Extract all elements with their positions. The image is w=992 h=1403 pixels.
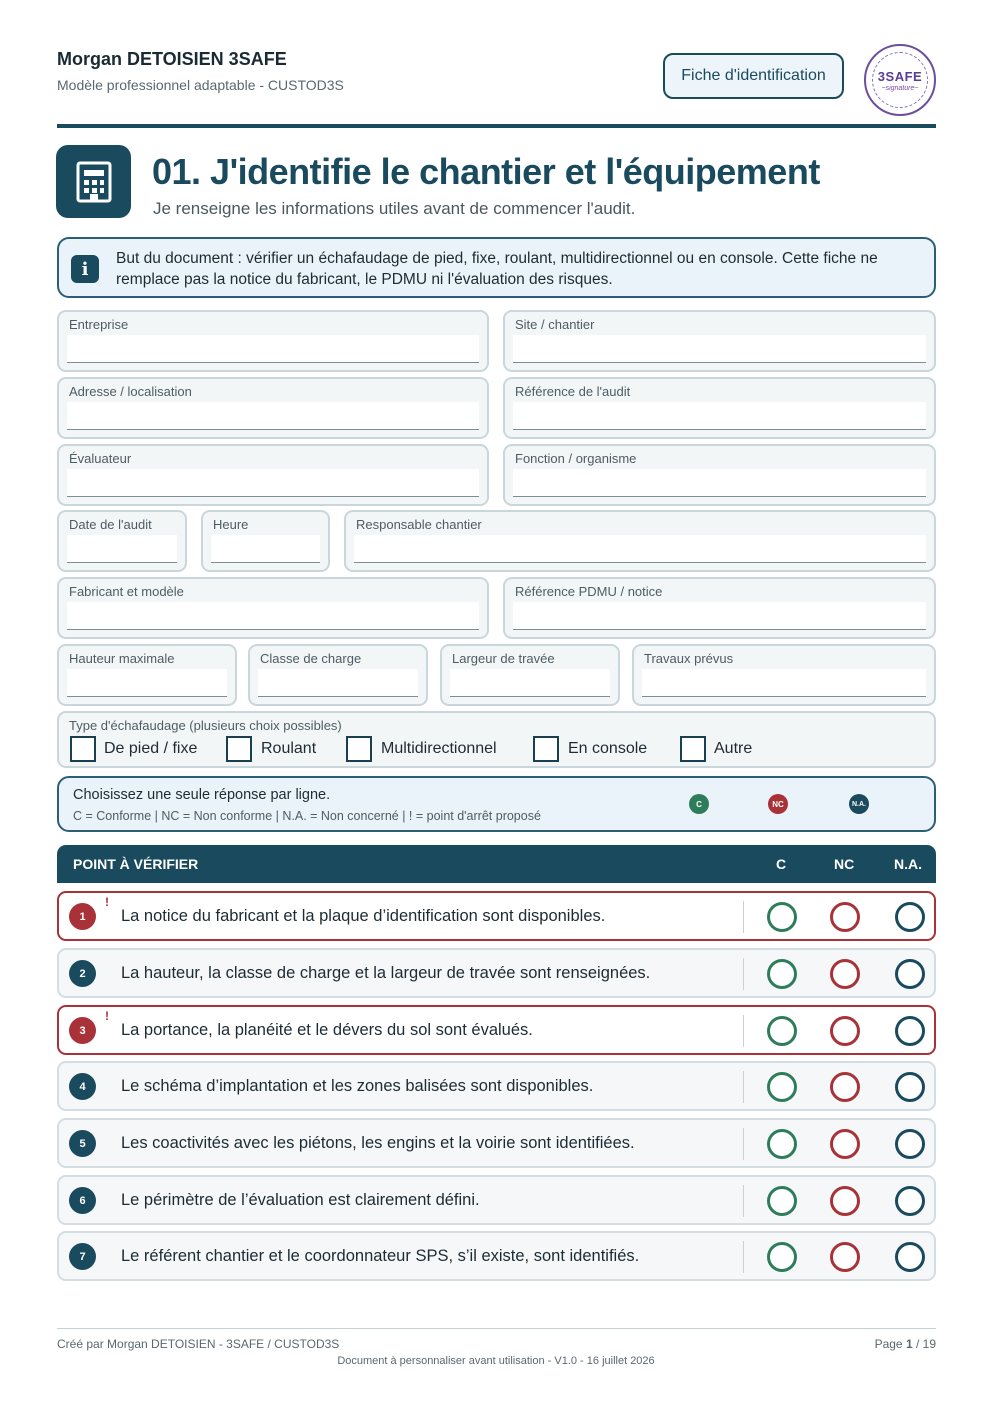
- radio-na[interactable]: [895, 1129, 925, 1159]
- type-checkbox-roulant[interactable]: [226, 736, 252, 762]
- header-divider: [57, 124, 936, 128]
- col-nc: NC: [834, 856, 855, 872]
- table-row: [57, 1005, 936, 1055]
- radio-c[interactable]: [767, 1242, 797, 1272]
- scaffold-type-group: [57, 711, 936, 768]
- field-label: Heure: [213, 517, 249, 532]
- fonction-input[interactable]: [513, 469, 926, 497]
- field-ref-audit: [503, 377, 936, 439]
- radio-na[interactable]: [895, 1186, 925, 1216]
- legend-dot-nc: NC: [768, 794, 788, 814]
- responsable-input[interactable]: [354, 535, 926, 563]
- table-row: [57, 948, 936, 998]
- field-label: Site / chantier: [515, 317, 595, 332]
- seal-text: 3SAFE: [877, 68, 923, 84]
- page-prefix: Page: [874, 1337, 906, 1351]
- radio-c[interactable]: [767, 1016, 797, 1046]
- field-hauteur: [57, 644, 237, 706]
- table-row: [57, 891, 936, 941]
- field-largeur: [440, 644, 620, 706]
- stop-point-marker: !: [105, 895, 109, 909]
- travaux-input[interactable]: [642, 669, 926, 697]
- field-label: Référence de l'audit: [515, 384, 631, 399]
- table-row: [57, 1175, 936, 1225]
- table-row: [57, 1118, 936, 1168]
- type-checkbox-de-pied[interactable]: [70, 736, 96, 762]
- site-input[interactable]: [513, 335, 926, 363]
- field-date: [57, 510, 187, 572]
- row-number: 7: [69, 1243, 96, 1270]
- model-subtitle: Modèle professionnel adaptable - CUSTOD3S: [57, 77, 344, 93]
- legend-detail: C = Conforme | NC = Non conforme | N.A. = Non concerné | ! = point d'arrêt proposé: [73, 809, 541, 823]
- row-number: 2: [69, 960, 96, 987]
- classe-input[interactable]: [258, 669, 418, 697]
- field-adresse: [57, 377, 489, 439]
- row-number: 6: [69, 1187, 96, 1214]
- identification-badge: Fiche d'identification: [663, 53, 844, 99]
- info-text: But du document : vérifier un échafaudage de pied, fixe, roulant, multidirectionnel ou en console. Cette fiche ne remplace pas la notice du fabricant, le PDMU ni l'évaluation des risques.: [116, 250, 878, 288]
- radio-nc[interactable]: [830, 1016, 860, 1046]
- type-option-label: En console: [568, 740, 648, 757]
- seal-signature: ~signature~: [881, 84, 919, 92]
- info-box: [57, 237, 936, 298]
- row-text: La notice du fabricant et la plaque d’identification sont disponibles.: [121, 907, 606, 925]
- col-na: N.A.: [894, 856, 922, 872]
- field-evaluateur: [57, 444, 489, 506]
- field-label: Fonction / organisme: [515, 451, 637, 466]
- row-separator: [743, 1241, 744, 1273]
- page-separator: /: [912, 1337, 923, 1351]
- row-separator: [743, 901, 744, 933]
- radio-c[interactable]: [767, 902, 797, 932]
- table-header: [57, 845, 936, 883]
- row-separator: [743, 1128, 744, 1160]
- company-seal-logo: [864, 44, 936, 116]
- field-classe: [248, 644, 428, 706]
- row-separator: [743, 1185, 744, 1217]
- ref-audit-input[interactable]: [513, 402, 926, 430]
- heure-input[interactable]: [211, 535, 320, 563]
- row-text: La portance, la planéité et le dévers du sol sont évalués.: [121, 1021, 533, 1039]
- field-heure: [201, 510, 330, 572]
- field-label: Classe de charge: [260, 651, 362, 666]
- section-subtitle: Je renseigne les informations utiles avant de commencer l'audit.: [153, 199, 636, 218]
- page-total: 19: [922, 1337, 936, 1351]
- types-label: Type d'échafaudage (plusieurs choix possibles): [69, 718, 342, 733]
- col-point: POINT À VÉRIFIER: [73, 856, 199, 872]
- info-icon: i: [71, 255, 99, 283]
- stop-point-marker: !: [105, 1009, 109, 1023]
- field-label: Adresse / localisation: [69, 384, 192, 399]
- row-separator: [743, 1071, 744, 1103]
- radio-nc[interactable]: [830, 1186, 860, 1216]
- row-number: 5: [69, 1130, 96, 1157]
- radio-c[interactable]: [767, 959, 797, 989]
- radio-nc[interactable]: [830, 959, 860, 989]
- field-site: [503, 310, 936, 372]
- radio-na[interactable]: [895, 1072, 925, 1102]
- row-text: Le périmètre de l’évaluation est clairement défini.: [121, 1191, 480, 1209]
- radio-na[interactable]: [895, 1016, 925, 1046]
- row-text: La hauteur, la classe de charge et la largeur de travée sont renseignées.: [121, 964, 651, 982]
- hauteur-input[interactable]: [67, 669, 227, 697]
- field-label: Date de l'audit: [69, 517, 152, 532]
- page-current: 1: [905, 1337, 913, 1351]
- field-label: Référence PDMU / notice: [515, 584, 663, 599]
- legend-title: Choisissez une seule réponse par ligne.: [73, 787, 331, 803]
- radio-na[interactable]: [895, 959, 925, 989]
- type-option-label: De pied / fixe: [104, 740, 198, 757]
- row-text: Les coactivités avec les piétons, les engins et la voirie sont identifiées.: [121, 1134, 635, 1152]
- legend-dot-c: C: [689, 794, 709, 814]
- largeur-input[interactable]: [450, 669, 610, 697]
- field-fabricant: [57, 577, 489, 639]
- type-checkbox-console[interactable]: [533, 736, 559, 762]
- answer-legend: [57, 776, 936, 832]
- field-travaux: [632, 644, 936, 706]
- type-checkbox-multidirectionnel[interactable]: [346, 736, 372, 762]
- radio-c[interactable]: [767, 1129, 797, 1159]
- field-label: Travaux prévus: [644, 651, 734, 666]
- row-text: Le schéma d’implantation et les zones balisées sont disponibles.: [121, 1077, 594, 1095]
- field-label: Hauteur maximale: [69, 651, 175, 666]
- radio-nc[interactable]: [830, 1129, 860, 1159]
- type-option-label: Autre: [714, 740, 753, 757]
- row-separator: [743, 958, 744, 990]
- field-label: Évaluateur: [69, 451, 132, 466]
- radio-nc[interactable]: [830, 1072, 860, 1102]
- row-separator: [743, 1015, 744, 1047]
- footer-created-by: Créé par Morgan DETOISIEN - 3SAFE / CUSTOD3S: [57, 1337, 340, 1351]
- col-c: C: [776, 856, 787, 872]
- type-option-label: Roulant: [261, 740, 317, 757]
- field-label: Entreprise: [69, 317, 129, 332]
- row-number: 4: [69, 1073, 96, 1100]
- row-number: 3: [69, 1017, 96, 1044]
- author-name: Morgan DETOISIEN 3SAFE: [57, 49, 287, 69]
- radio-na[interactable]: [895, 902, 925, 932]
- table-row: [57, 1061, 936, 1111]
- ref-pdmu-input[interactable]: [513, 602, 926, 630]
- footer-note: Document à personnaliser avant utilisation - V1.0 - 16 juillet 2026: [337, 1355, 655, 1367]
- field-responsable: [344, 510, 936, 572]
- type-option-label: Multidirectionnel: [381, 740, 497, 757]
- radio-c[interactable]: [767, 1186, 797, 1216]
- field-label: Responsable chantier: [356, 517, 482, 532]
- field-fonction: [503, 444, 936, 506]
- adresse-input[interactable]: [67, 402, 479, 430]
- radio-c[interactable]: [767, 1072, 797, 1102]
- date-input[interactable]: [67, 535, 177, 563]
- entreprise-input[interactable]: [67, 335, 479, 363]
- footer-divider: [57, 1328, 936, 1329]
- table-row: [57, 1231, 936, 1281]
- evaluateur-input[interactable]: [67, 469, 479, 497]
- row-number: 1: [69, 903, 96, 930]
- radio-na[interactable]: [895, 1242, 925, 1272]
- row-text: Le référent chantier et le coordonnateur SPS, s’il existe, sont identifiés.: [121, 1247, 640, 1265]
- fabricant-input[interactable]: [67, 602, 479, 630]
- radio-nc[interactable]: [830, 902, 860, 932]
- page-indicator: [800, 1337, 936, 1351]
- building-icon: [56, 145, 131, 218]
- radio-nc[interactable]: [830, 1242, 860, 1272]
- section-title: 01. J'identifie le chantier et l'équipement: [152, 151, 820, 192]
- type-checkbox-autre[interactable]: [680, 736, 706, 762]
- field-label: Fabricant et modèle: [69, 584, 184, 599]
- field-ref-pdmu: [503, 577, 936, 639]
- field-label: Largeur de travée: [452, 651, 555, 666]
- field-entreprise: [57, 310, 489, 372]
- legend-dot-na: N.A.: [849, 794, 869, 814]
